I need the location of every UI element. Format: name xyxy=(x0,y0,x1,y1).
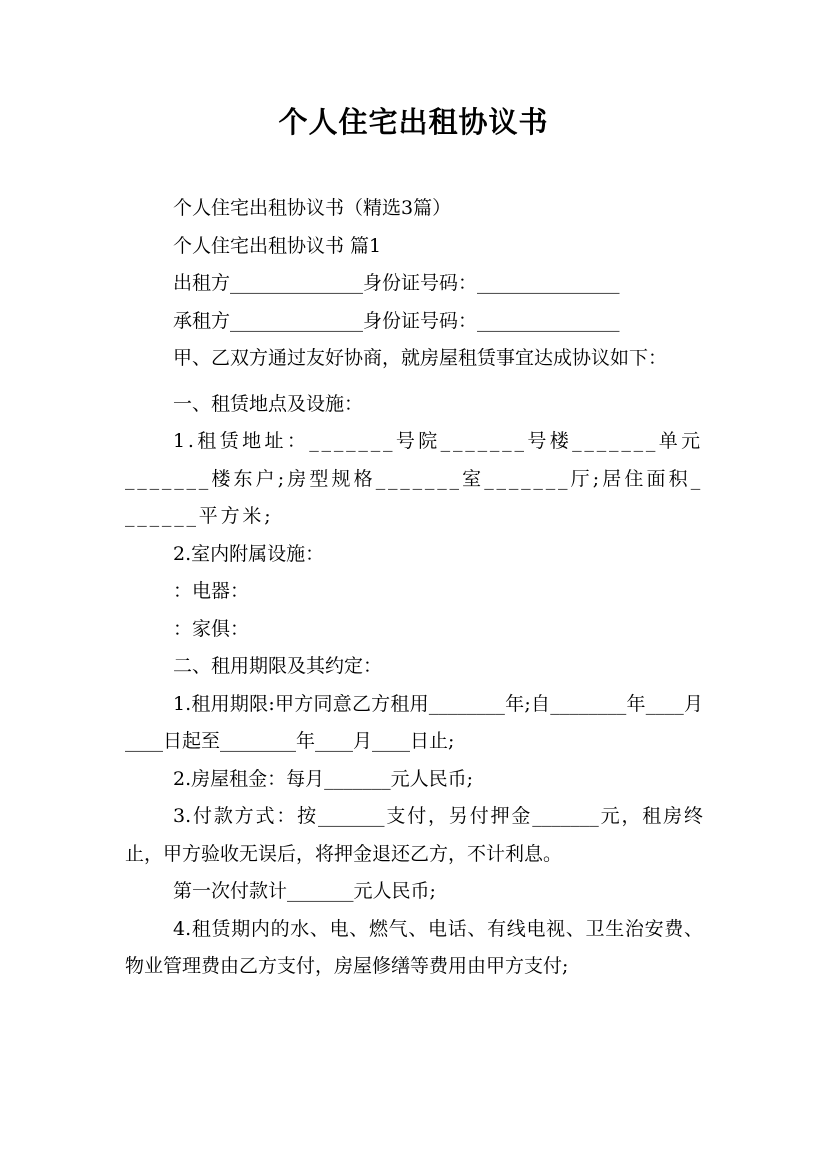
paragraph-clause-1-heading: 一、租赁地点及设施： xyxy=(173,392,364,415)
paragraph-appliances: ：电器： xyxy=(173,580,250,602)
paragraph-clause-1-2: 2.室内附属设施： xyxy=(173,542,325,565)
paragraph-clause-2-1: 1.租用期限:甲方同意乙方租用________年;自________年____月____日起至________年____月____日止; xyxy=(125,692,703,752)
paragraph-clause-2-3: 3.付款方式：按_______支付，另付押金_______元，租房终止，甲方验收无误后，将押金退还乙方，不计利息。 xyxy=(125,805,703,865)
paragraph-subtitle: 个人住宅出租协议书（精选3篇） xyxy=(173,197,452,219)
paragraph-intro: 甲、乙双方通过友好协商，就房屋租赁事宜达成协议如下： xyxy=(173,347,668,369)
document-title: 个人住宅出租协议书 xyxy=(278,105,549,139)
paragraph-furniture: ：家俱： xyxy=(173,617,250,640)
paragraph-clause-2-4: 4.租赁期内的水、电、燃气、电话、有线电视、卫生治安费、物业管理费由乙方支付，房屋修缮等费用由甲方支付; xyxy=(125,917,703,977)
document-body xyxy=(125,190,703,986)
paragraph-lessee: 承租方______________身份证号码：_______________ xyxy=(173,309,620,332)
paragraph-lessor: 出租方______________身份证号码：_______________ xyxy=(173,272,620,294)
paragraph-section-heading: 个人住宅出租协议书 篇1 xyxy=(173,234,382,257)
paragraph-clause-2-heading: 二、租用期限及其约定： xyxy=(173,655,383,677)
paragraph-clause-2-2: 2.房屋租金：每月_______元人民币; xyxy=(173,767,474,790)
paragraph-first-payment: 第一次付款计_______元人民币; xyxy=(173,880,436,902)
paragraph-clause-1-1: 1.租赁地址：_______号院_______号楼_______单元_______楼东户;房型规格_______室_______厅;居住面积_______平方米; xyxy=(125,430,703,527)
